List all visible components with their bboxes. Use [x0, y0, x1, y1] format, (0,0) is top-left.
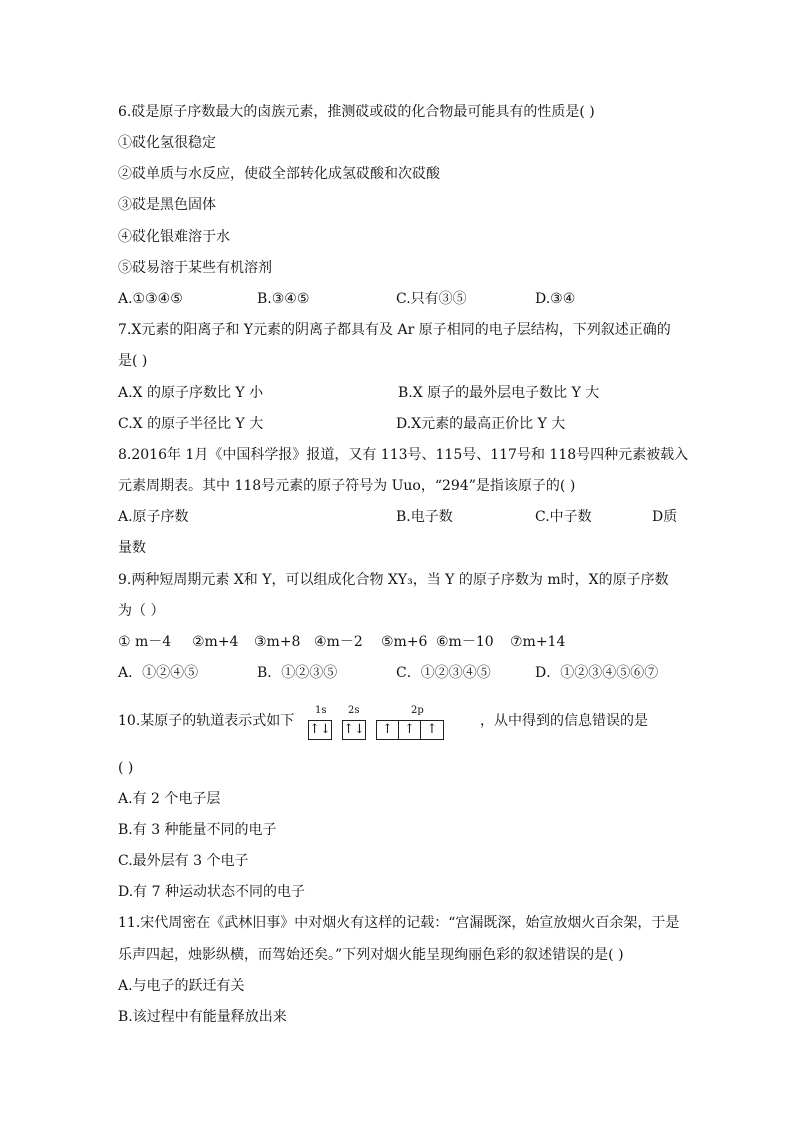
- q8-stem-line2: 元素周期表。其中 118号元素的原子符号为 Uuo，“294”是指该原子的( ): [118, 478, 576, 494]
- q7-option-b: B.X 原子的最外层电子数比 Y 大: [398, 385, 600, 401]
- orbital-cell-2s: ↑↓: [343, 722, 365, 737]
- q8-stem-line1: 8.2016年 1月《中国科学报》报道，又有 113号、115号、117号和 118号四种元素被载入: [118, 447, 689, 463]
- q9-choice-5: ⑤m+6: [381, 634, 428, 650]
- q11-stem-line1: 11.宋代周密在《武林旧事》中对烟火有这样的记载：“宫漏既深，始宣放烟火百余架，于是: [118, 915, 680, 931]
- q6-item-5: ⑤砹易溶于某些有机溶剂: [118, 260, 272, 276]
- q10-stem-suffix: ，从中得到的信息错误的是: [480, 713, 648, 729]
- q7-stem-line1: 7.X元素的阳离子和 Y元素的阴离子都具有及 Ar 原子相同的电子层结构，下列叙述正确的: [118, 322, 671, 338]
- q8-option-c: C.中子数: [535, 509, 592, 525]
- q7-stem-line2: 是( ): [118, 353, 148, 369]
- orbital-cell-2p-2: ↑: [399, 721, 421, 739]
- q8-option-d-cont: 量数: [118, 540, 146, 556]
- q7-option-a: A.X 的原子序数比 Y 小: [118, 385, 264, 401]
- q9-choice-3: ③m+8: [254, 634, 301, 650]
- q6-option-d: D.③④: [535, 291, 576, 307]
- q9-option-b: B．①②③⑤: [257, 665, 338, 681]
- q10-stem-prefix: 10.某原子的轨道表示式如下: [118, 713, 295, 729]
- orbital-box-2p: [376, 720, 444, 740]
- q9-stem-line1: 9.两种短周期元素 X和 Y，可以组成化合物 XY₃，当 Y 的原子序数为 m时，X的原子序数: [118, 572, 669, 588]
- q6-option-c: C.只有③⑤: [396, 291, 467, 307]
- q9-option-c: C．①②③④⑤: [396, 665, 491, 681]
- orbital-label-2s: 2s: [348, 705, 360, 716]
- q9-choice-1: ① m－4: [118, 634, 172, 650]
- q6-option-b: B.③④⑤: [257, 291, 310, 307]
- q9-option-a: A．①②④⑤: [118, 665, 199, 681]
- q10-option-d: D.有 7 种运动状态不同的电子: [118, 884, 305, 900]
- q9-choice-7: ⑦m+14: [510, 634, 566, 650]
- q10-paren: ( ): [118, 760, 134, 776]
- q6-item-1: ①砹化氢很稳定: [118, 135, 216, 151]
- q8-option-d: D质: [652, 509, 678, 525]
- q11-option-a: A.与电子的跃迁有关: [118, 978, 245, 994]
- q7-option-c: C.X 的原子半径比 Y 大: [118, 416, 264, 432]
- q8-option-a: A.原子序数: [118, 509, 189, 525]
- q11-option-b: B.该过程中有能量释放出来: [118, 1009, 287, 1025]
- q9-option-d: D．①②③④⑤⑥⑦: [535, 665, 659, 681]
- q6-option-a: A.①③④⑤: [118, 291, 183, 307]
- q9-choice-6: ⑥m－10: [436, 634, 494, 650]
- q10-option-b: B.有 3 种能量不同的电子: [118, 822, 277, 838]
- orbital-cell-1s: ↑↓: [309, 722, 331, 737]
- q9-choice-2: ②m+4: [192, 634, 239, 650]
- q6-item-3: ③砹是黑色固体: [118, 197, 216, 213]
- q6-item-4: ④砹化银难溶于水: [118, 229, 230, 245]
- q9-stem-line2: 为（ ）: [118, 603, 165, 619]
- orbital-box-1s: [308, 720, 332, 740]
- q11-stem-line2: 乐声四起，烛影纵横，而驾始还矣。”下列对烟火能呈现绚丽色彩的叙述错误的是( ): [118, 947, 624, 963]
- q9-choice-4: ④m－2: [314, 634, 363, 650]
- orbital-label-1s: 1s: [315, 705, 327, 716]
- q10-option-a: A.有 2 个电子层: [118, 791, 221, 807]
- q8-option-b: B.电子数: [396, 509, 453, 525]
- q7-option-d: D.X元素的最高正价比 Y 大: [396, 416, 566, 432]
- orbital-cell-2p-3: ↑: [426, 722, 438, 737]
- q6-item-2: ②砹单质与水反应，使砹全部转化成氢砹酸和次砹酸: [118, 166, 440, 182]
- orbital-label-2p: 2p: [411, 705, 424, 716]
- orbital-cell-2p-1: ↑: [377, 721, 399, 739]
- q6-stem: 6.砹是原子序数最大的卤族元素，推测砹或砹的化合物最可能具有的性质是( ): [118, 104, 595, 120]
- orbital-box-2s: [342, 720, 366, 740]
- q10-option-c: C.最外层有 3 个电子: [118, 853, 249, 869]
